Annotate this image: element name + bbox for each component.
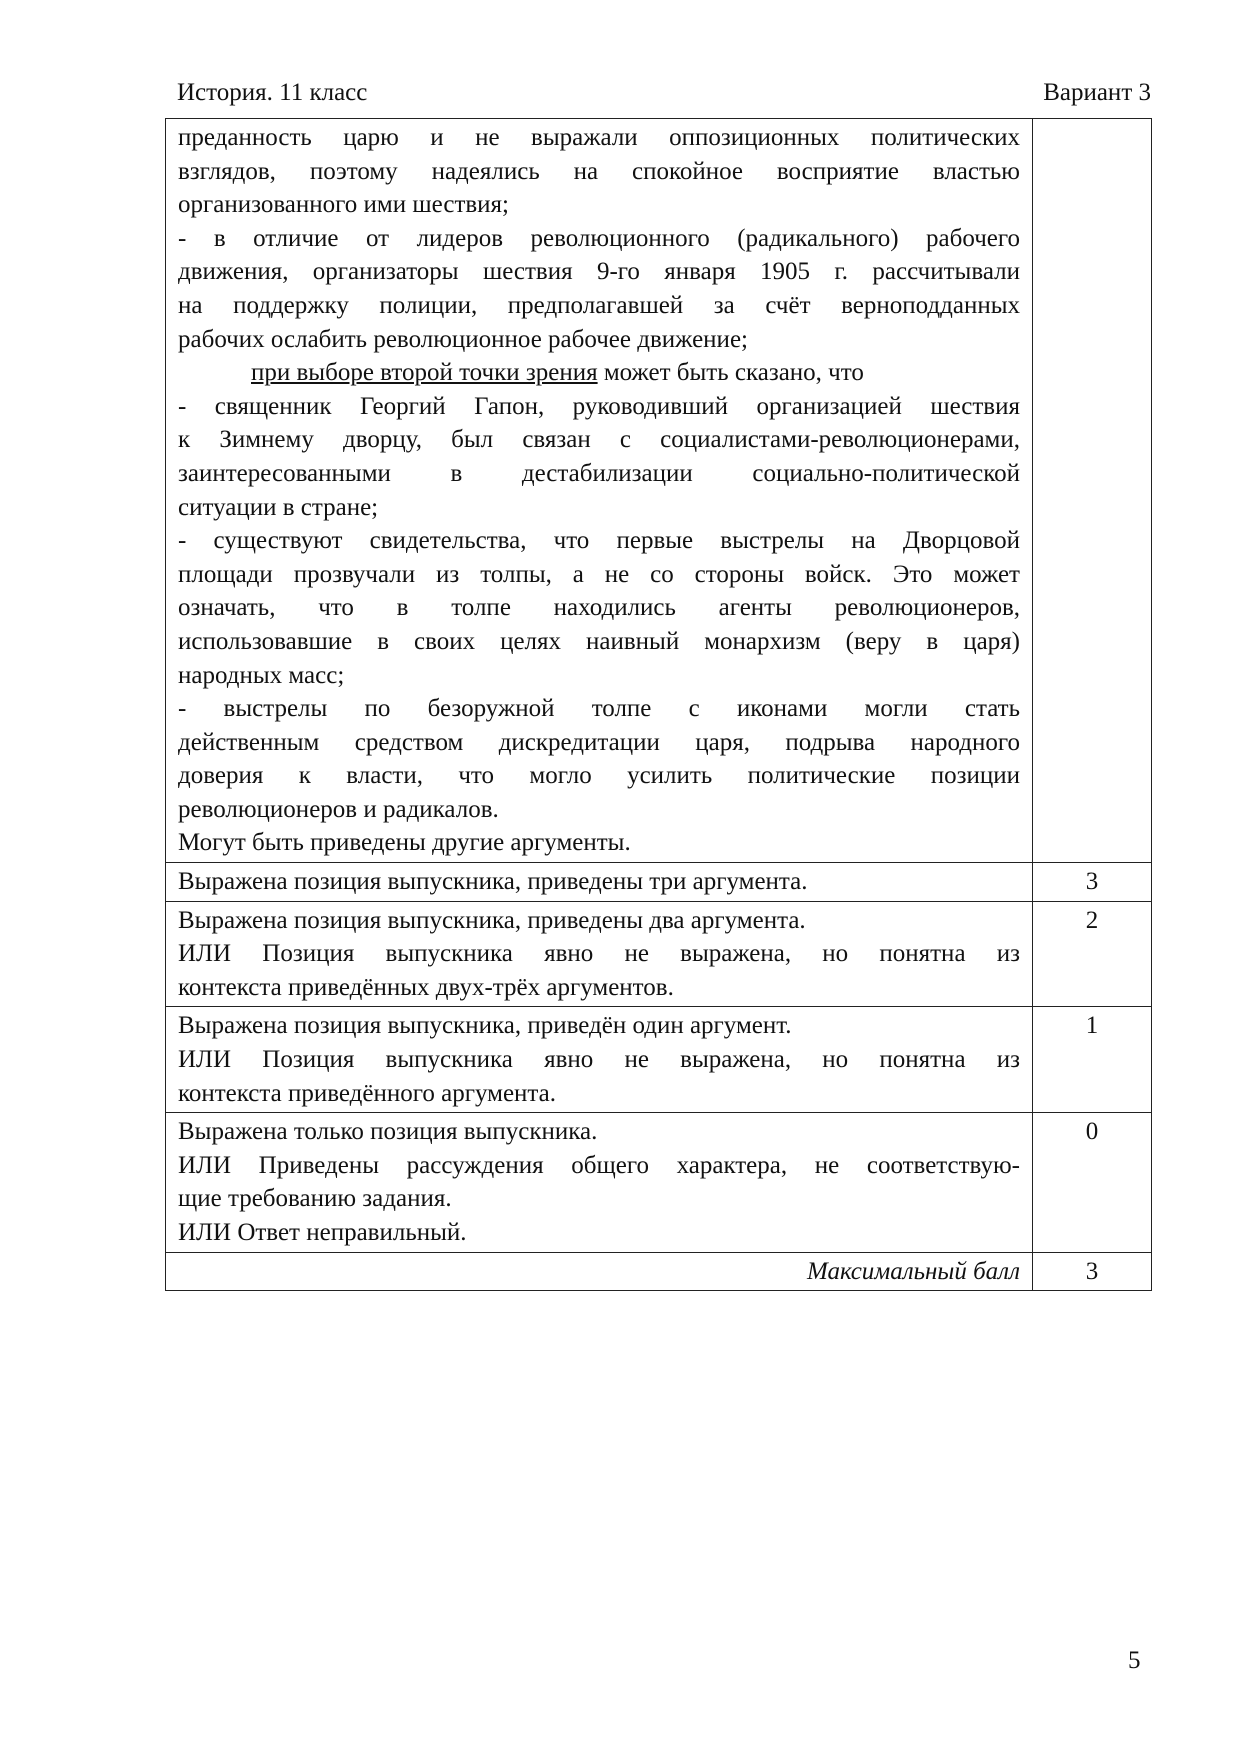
text-line: действенным средством дискредитации царя, подрыва народного [178,728,1020,756]
text-line: заинтересованными в дестабилизации социально-политической [178,459,1020,487]
criterion-cell [166,1113,1033,1252]
table-row [166,1007,1152,1113]
table-row [166,1252,1152,1291]
page-number: 5 [1128,1647,1141,1674]
table-row [166,863,1152,902]
text-line: Могут быть приведены другие аргументы. [178,829,631,857]
score-cell: 1 [1033,1007,1152,1113]
text-line: - выстрелы по безоружной толпе с иконами могли стать [178,695,1020,723]
score-cell: 2 [1033,901,1152,1007]
criteria-table [165,118,1152,1291]
criterion-line: ИЛИ Позиция выпускника явно не выражена, но понятна из [178,940,1020,968]
answer-content-cell [166,119,1033,863]
table-row [166,901,1152,1007]
text-line: движения, организаторы шествия 9-го января 1905 г. рассчитывали [178,258,1020,286]
second-view-underlined: при выборе второй точки зрения [251,359,598,387]
criterion-line: Выражена позиция выпускника, приведён один аргумент. [178,1012,792,1040]
criterion-line: ИЛИ Приведены рассуждения общего характера, не соответствую- [178,1151,1020,1179]
text-line: - в отличие от лидеров революционного (радикального) рабочего [178,224,1020,252]
score-cell: 3 [1033,863,1152,902]
criterion-line: Выражена только позиция выпускника. [178,1118,598,1146]
table-row [166,1113,1152,1252]
text-line: доверия к власти, что могло усилить политические позиции [178,762,1020,790]
text-line: рабочих ослабить революционное рабочее движение; [178,325,748,353]
criterion-cell [166,901,1033,1007]
criterion-cell [166,1007,1033,1113]
text-line: означать, что в толпе находились агенты революционеров, [178,594,1020,622]
max-score-value: 3 [1033,1252,1152,1291]
criterion-line: ИЛИ Ответ неправильный. [178,1219,467,1246]
criterion-line: щие требованию задания. [178,1185,452,1213]
criterion-line: ИЛИ Позиция выпускника явно не выражена, но понятна из [178,1046,1020,1074]
text-line: к Зимнему дворцу, был связан с социалистами-революционерами, [178,426,1020,454]
table-row [166,119,1152,863]
text-line: - священник Георгий Гапон, руководивший организацией шествия [178,392,1020,420]
second-view-rest: может быть сказано, что [597,359,864,387]
max-score-label: Максимальный балл [166,1252,1033,1291]
criterion-cell [166,863,1033,902]
score-cell: 0 [1033,1113,1152,1252]
text-line: ситуации в стране; [178,493,379,521]
text-line: на поддержку полиции, предполагавшей за счёт верноподданных [178,291,1020,319]
criterion-line: контекста приведённых двух-трёх аргументов. [178,973,674,1001]
text-line: взглядов, поэтому надеялись на спокойное восприятие властью [178,157,1020,185]
text-line: преданность царю и не выражали оппозиционных политических [178,124,1020,151]
text-line: использовавшие в своих целях наивный монархизм (веру в царя) [178,627,1020,655]
second-view-intro [178,356,1020,390]
criterion-line: Выражена позиция выпускника, приведены три аргумента. [178,868,808,896]
page-header [177,76,1151,110]
score-cell-empty [1033,119,1152,863]
text-line: - существуют свидетельства, что первые выстрелы на Дворцовой [178,527,1020,555]
text-line: революционеров и радикалов. [178,795,499,823]
subject-title: История. 11 класс [177,79,368,106]
criterion-line: Выражена позиция выпускника, приведены два аргумента. [178,906,806,934]
text-line: организованного ими шествия; [178,191,509,219]
criterion-line: контекста приведённого аргумента. [178,1079,557,1107]
variant-label: Вариант 3 [1043,79,1151,106]
text-line: площади прозвучали из толпы, а не со стороны войск. Это может [178,560,1020,588]
text-line: народных масс; [178,661,345,689]
